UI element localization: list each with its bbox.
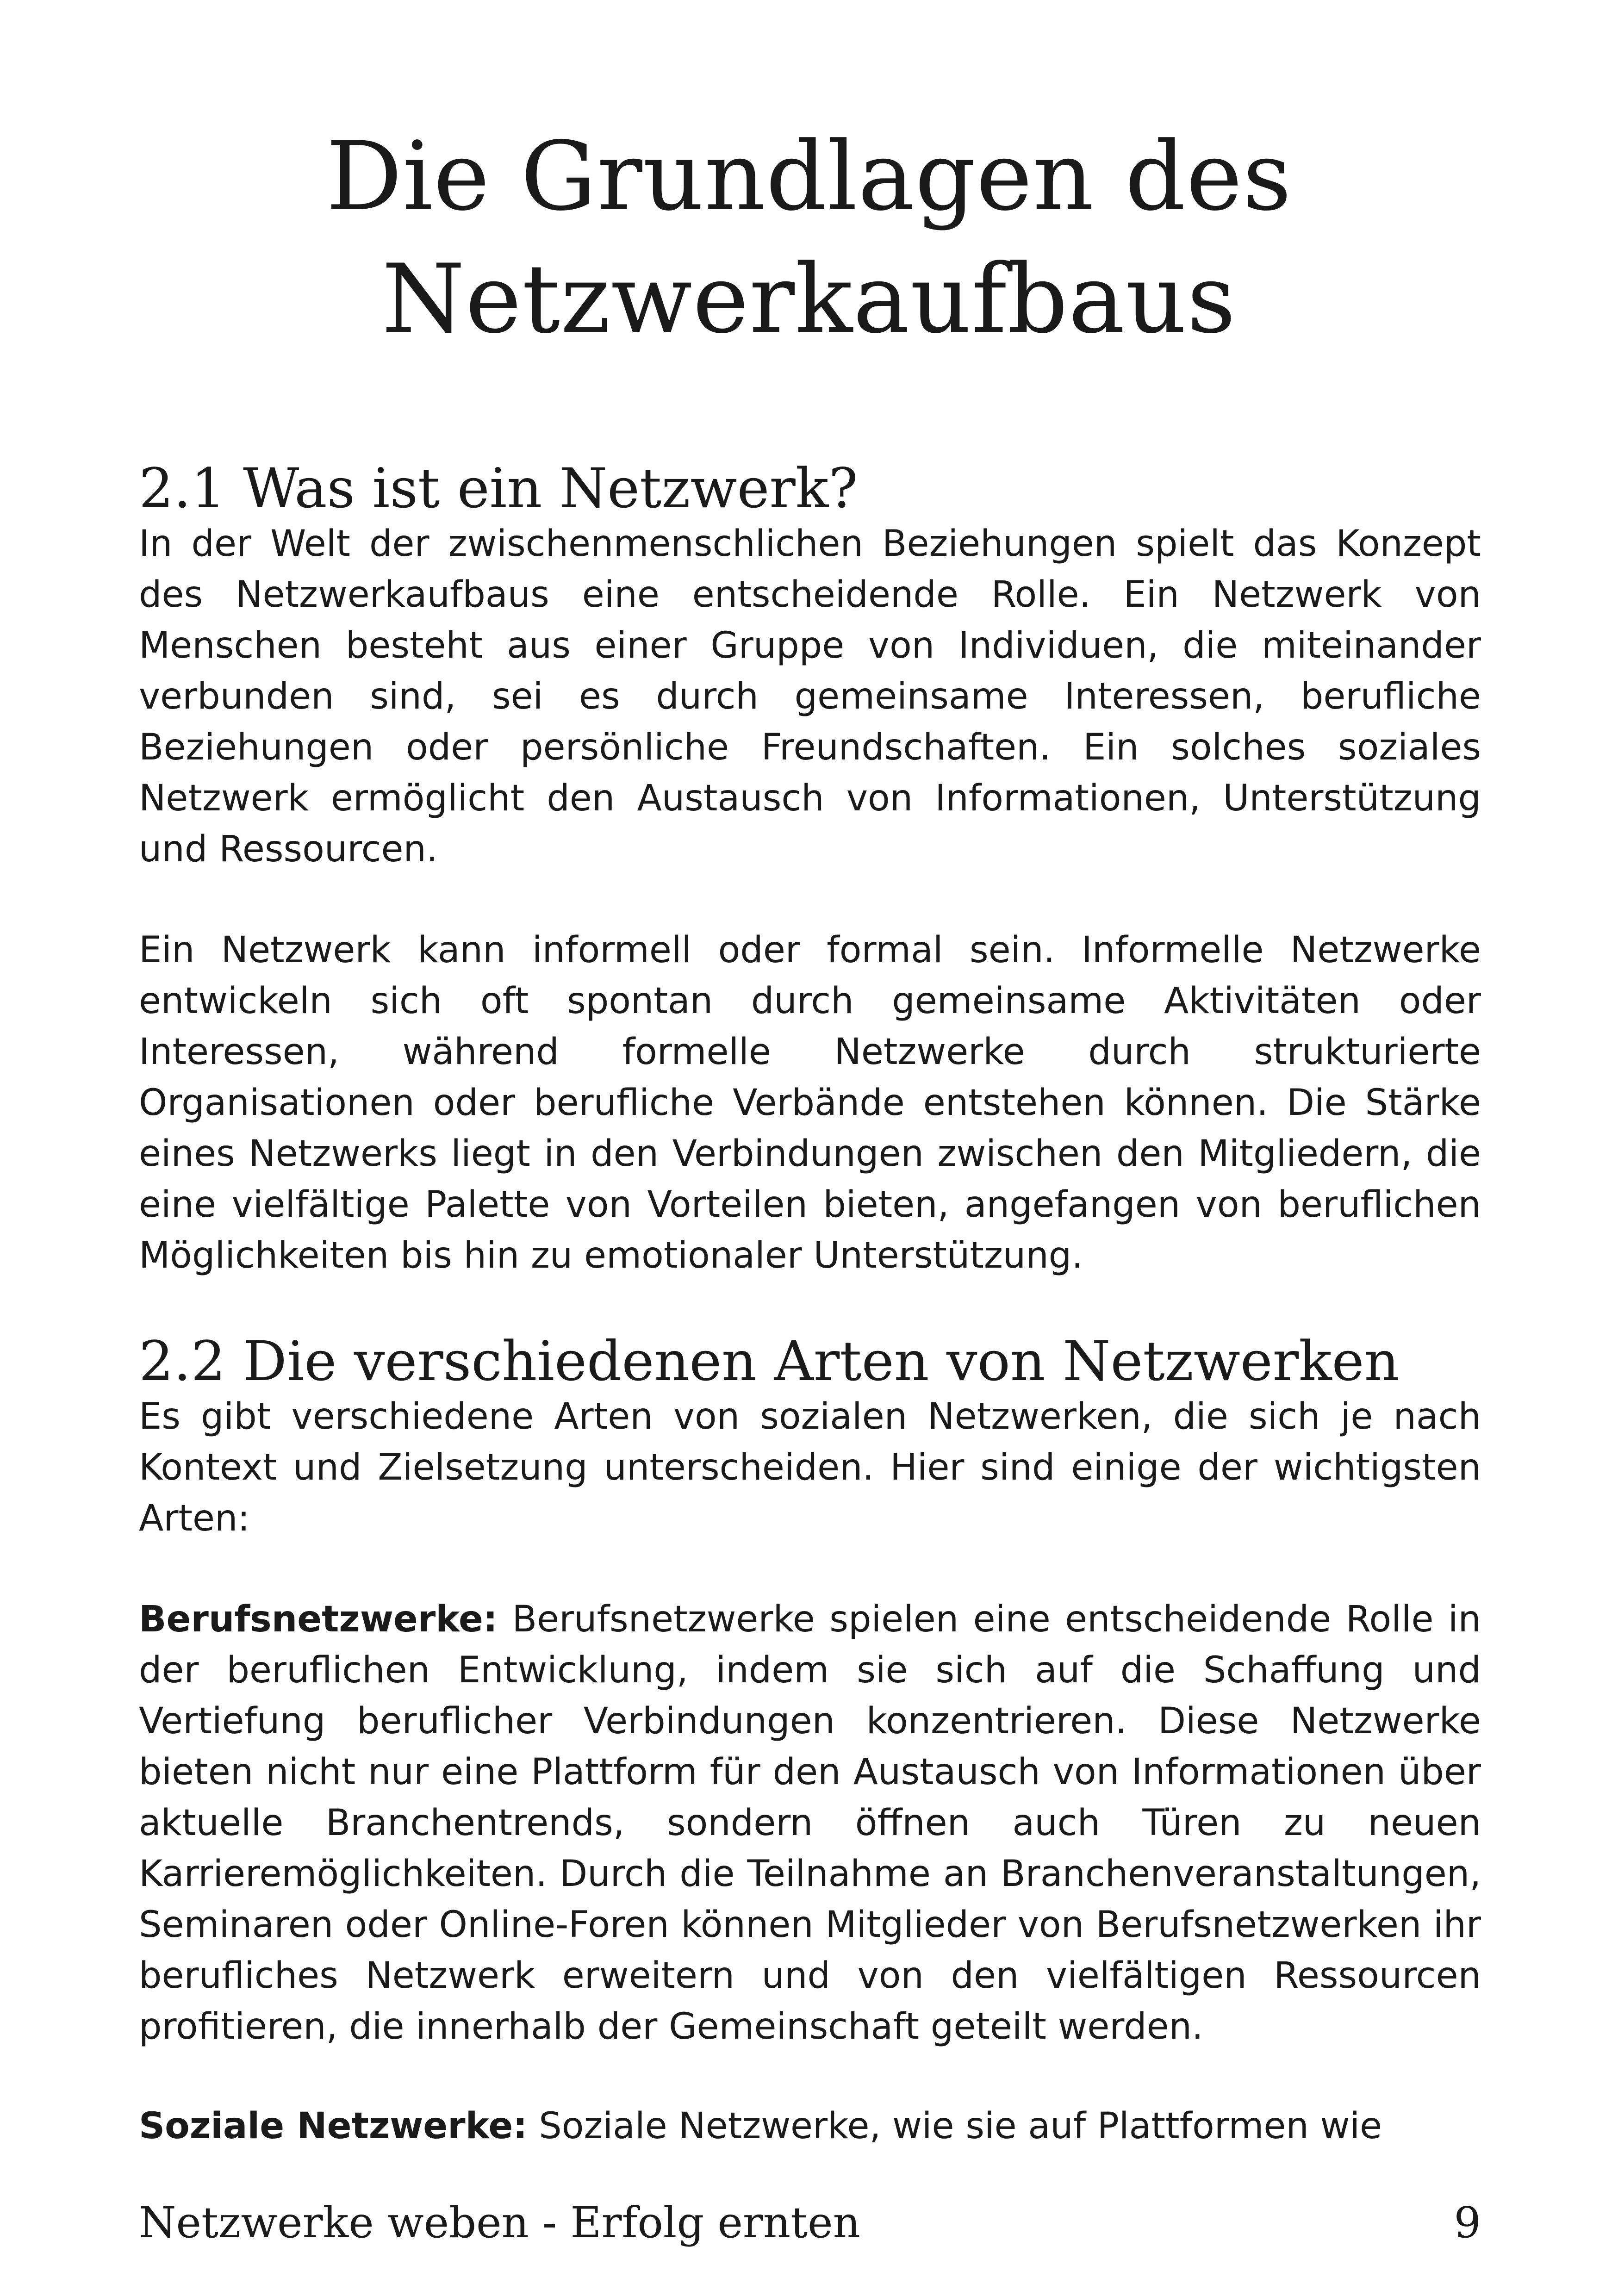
section-heading-2-1: 2.1 Was ist ein Netzwerk? (139, 456, 858, 520)
footer-book-title: Netzwerke weben - Erfolg ernten (139, 2198, 860, 2247)
paragraph-spacer (139, 2052, 1481, 2101)
section-spacer (139, 1281, 1481, 1331)
page-number: 9 (1454, 2198, 1481, 2247)
page-footer (139, 2197, 1481, 2248)
paragraph-spacer (139, 1544, 1481, 1594)
section-2-1-paragraph-2: Ein Netzwerk kann informell oder formal sein. Informelle Netzwerke entwickeln sich oft spontan durch gemeinsame Aktivitäten oder Interessen, während formelle Netzwerke durch strukturierte Organisationen oder berufliche Verbände entstehen können. Die Stärke eines Netzwerks liegt in den Verbindungen zwischen den Mitgliedern, die eine vielfältige Palette von Vorteilen bieten, angefangen von beruflichen Möglichkeiten bis hin zu emotionaler Unterstützung. (139, 929, 1481, 1276)
section-2-1-paragraph-1: In der Welt der zwischenmenschlichen Beziehungen spielt das Konzept des Netzwerkaufbaus eine entscheidende Rolle. Ein Netzwerk von Menschen besteht aus einer Gruppe von Individuen, die miteinander verbunden sind, sei es durch gemeinsame Interessen, berufliche Beziehungen oder persönliche Freundschaften. Ein solches soziales Netzwerk ermöglicht den Austausch von Informationen, Unterstützung und Ressourcen. (139, 523, 1481, 870)
network-type-social (139, 2101, 1481, 2152)
chapter-title-line-1: Die Grundlagen des (326, 122, 1292, 232)
section-2-2-intro: Es gibt verschiedene Arten von sozialen Netzwerken, die sich je nach Kontext und Zielsetzung unterscheiden. Hier sind einige der wichtigsten Arten: (139, 1396, 1481, 1539)
network-type-term: Soziale Netzwerke: (139, 2105, 528, 2147)
paragraph-spacer (139, 875, 1481, 925)
section-heading-2-2: 2.2 Die verschiedenen Arten von Netzwerken (139, 1329, 1400, 1393)
page-content (139, 458, 1481, 2152)
network-type-term: Berufsnetzwerke: (139, 1599, 498, 1640)
network-type-professional (139, 1594, 1481, 2052)
network-type-description: Berufsnetzwerke spielen eine entscheidende Rolle in der beruflichen Entwicklung, indem sie sich auf die Schaffung und Vertiefung beruflicher Verbindungen konzentrieren. Diese Netzwerke bieten nicht nur eine Plattform für den Austausch von Informationen über aktuelle Branchentrends, sondern öffnen auch Türen zu neuen Karrieremöglichkeiten. Durch die Teilnahme an Branchenveranstaltungen, Seminaren oder Online-Foren können Mitglieder von Berufsnetzwerken ihr berufliches Netzwerk erweitern und von den vielfältigen Ressourcen profitieren, die innerhalb der Gemeinschaft geteilt werden. (139, 1599, 1481, 2047)
chapter-title-line-2: Netzwerkaufbaus (382, 244, 1236, 355)
chapter-title (0, 116, 1618, 361)
network-type-description: Soziale Netzwerke, wie sie auf Plattformen wie (539, 2105, 1382, 2147)
